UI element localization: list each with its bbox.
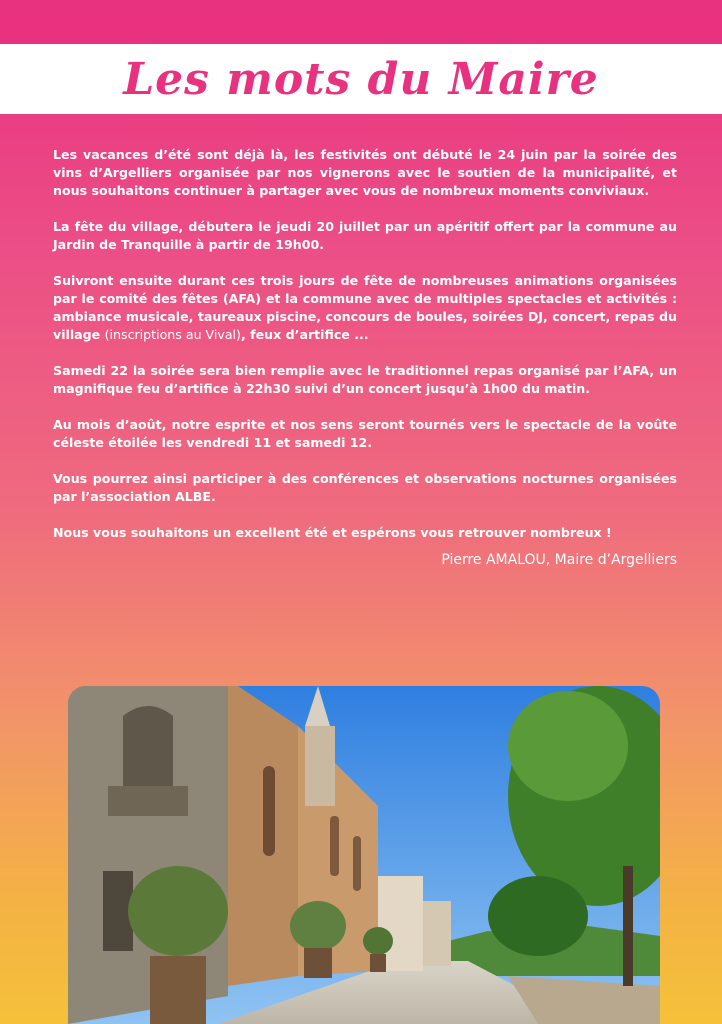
paragraph-conferences: Vous pourrez ainsi participer à des conférences et observations nocturnes organisées par l’association ALBE.	[53, 471, 677, 504]
paragraph-closing: Nous vous souhaitons un excellent été et espérons vous retrouver nombreux !	[53, 525, 612, 540]
arched-window	[123, 706, 173, 786]
paragraph-animations	[53, 272, 677, 344]
paragraph-saturday: Samedi 22 la soirée sera bien remplie avec le traditionnel repas organisé par l’AFA, un magnifique feu d’artifice à 22h30 suivi d’un concert jusqu’à 1h00 du matin.	[53, 363, 677, 396]
church-tower	[305, 726, 335, 806]
page-title: Les mots du Maire	[123, 53, 599, 105]
olive-tree	[363, 927, 393, 955]
paragraph-village-fete: La fête du village, débutera le jeudi 20 juillet par un apéritif offert par la commune au Jardin de Tranquille à partir de 19h00.	[53, 219, 677, 252]
planter	[370, 954, 386, 972]
animations-text: Suivront ensuite durant ces trois jours de fête de nombreuses animations organisées par le comité des fêtes (AFA) et la commune avec de multiples spectacles et activités : ambiance musicale, taureaux piscine, concours de boules, soirées DJ, concert, repas du village	[53, 273, 677, 342]
large-tree-foliage	[508, 691, 628, 801]
church-window	[353, 836, 361, 891]
paragraph-august: Au mois d’août, notre esprite et nos sens seront tournés vers le spectacle de la voûte céleste étoilée les vendredi 11 et samedi 12.	[53, 417, 677, 450]
church-window	[330, 816, 339, 876]
mayor-signature: Pierre AMALOU, Maire d’Argelliers	[441, 552, 677, 568]
tree-bush	[488, 876, 588, 956]
far-house	[423, 901, 451, 966]
article-body	[53, 146, 677, 568]
registration-note: (inscriptions au Vival)	[104, 327, 241, 342]
balcony	[108, 786, 188, 816]
top-color-bar	[0, 0, 722, 44]
planter	[150, 956, 206, 1024]
village-street-illustration	[68, 686, 660, 1024]
animations-end: , feux d’artifice ...	[240, 327, 369, 342]
olive-tree	[128, 866, 228, 956]
olive-tree	[290, 901, 346, 951]
title-band	[0, 44, 722, 114]
planter	[304, 948, 332, 978]
village-street-photo	[68, 686, 660, 1024]
church-window	[263, 766, 275, 856]
paragraph-intro: Les vacances d’été sont déjà là, les festivités ont débuté le 24 juin par la soirée des vins d’Argelliers organisée par nos vignerons avec le soutien de la municipalité, et nous souhaitons continuer à partager avec vous de nombreux moments conviviaux.	[53, 147, 677, 198]
tree-trunk	[623, 866, 633, 986]
